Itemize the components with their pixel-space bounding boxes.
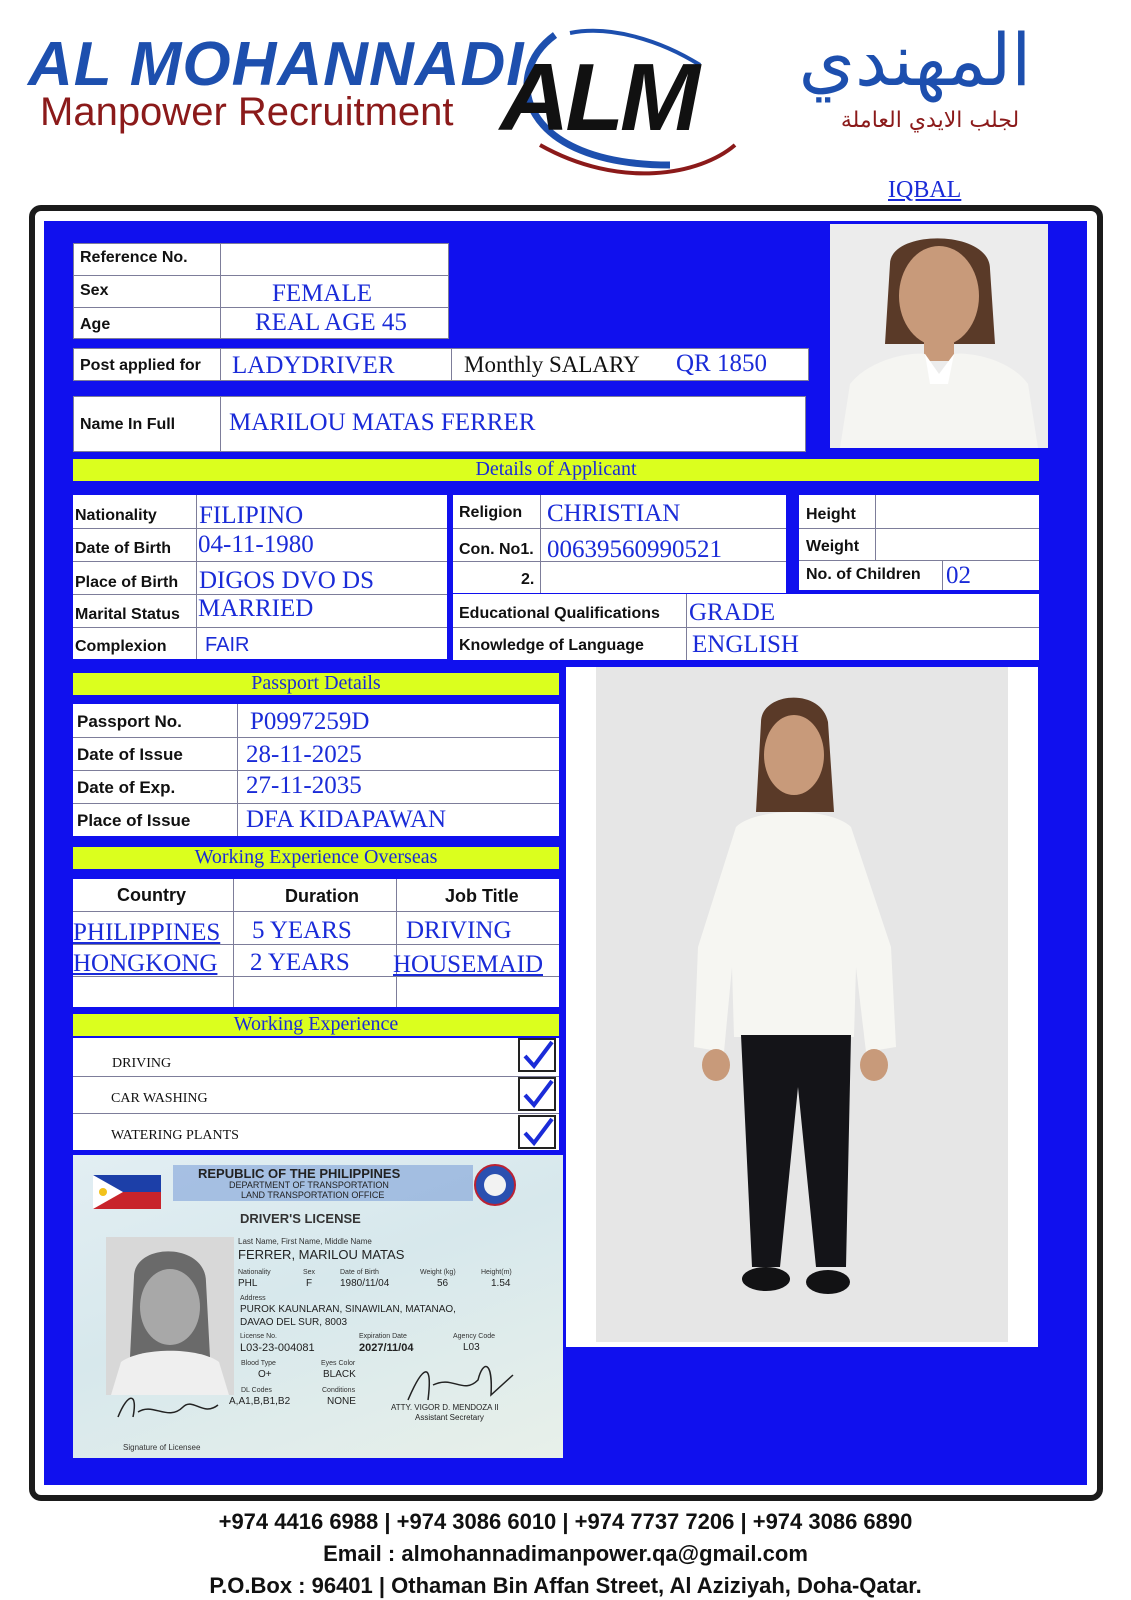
overseas-row1-country: PHILIPPINES — [73, 919, 221, 946]
license-dob: 1980/11/04 — [340, 1278, 390, 1289]
contact1-label: Con. No1. — [459, 541, 534, 558]
name-label: Name In Full — [80, 416, 176, 433]
license-addr-caption: Address — [240, 1295, 266, 1302]
overseas-col-country: Country — [117, 885, 186, 905]
overseas-row1-duration: 5 YEARS — [252, 917, 352, 944]
nationality-value: FILIPINO — [199, 502, 304, 529]
passport-place-label: Place of Issue — [77, 811, 191, 830]
passport-no-label: Passport No. — [77, 712, 182, 731]
philippine-flag-icon — [93, 1175, 161, 1209]
license-photo — [106, 1237, 234, 1395]
lto-seal-icon — [473, 1163, 517, 1207]
license-exp: 2027/11/04 — [359, 1342, 414, 1354]
license-republic: REPUBLIC OF THE PHILIPPINES — [198, 1166, 401, 1181]
brand-subtitle: Manpower Recruitment — [40, 90, 454, 134]
license-wt: 56 — [437, 1278, 449, 1289]
dob-value: 04-11-1980 — [198, 531, 314, 558]
license-nat-caption: Nationality — [238, 1269, 271, 1276]
footer-address: P.O.Box : 96401 | Othaman Bin Affan Street, Al Aziziyah, Doha-Qatar. — [209, 1573, 922, 1598]
footer-email: Email : almohannadimanpower.qa@gmail.com — [323, 1541, 808, 1566]
check-icon — [518, 1038, 556, 1072]
license-name: FERRER, MARILOU MATAS — [238, 1247, 405, 1262]
age-value: REAL AGE 45 — [255, 309, 407, 336]
alm-logo-text: ALM — [500, 44, 696, 151]
brand-name: AL MOHANNADI — [28, 30, 525, 99]
footer-phones: +974 4416 6988 | +974 3086 6010 | +974 7737 7206 | +974 3086 6890 — [218, 1509, 913, 1534]
passport-exp-value: 27-11-2035 — [246, 772, 362, 799]
license-dob-caption: Date of Birth — [340, 1269, 379, 1276]
license-office: LAND TRANSPORTATION OFFICE — [241, 1190, 385, 1200]
license-title: DRIVER'S LICENSE — [240, 1211, 361, 1226]
license-blood-caption: Blood Type — [241, 1360, 276, 1367]
arabic-subtitle: لجلب الايدي العاملة — [840, 108, 1020, 133]
license-blood: O+ — [258, 1369, 272, 1380]
passport-issue-label: Date of Issue — [77, 745, 183, 764]
license-addr-2: DAVAO DEL SUR, 8003 — [240, 1317, 348, 1328]
religion-label: Religion — [459, 504, 523, 521]
applicant-portrait — [830, 224, 1048, 448]
license-exp-caption: Expiration Date — [359, 1333, 407, 1340]
dob-label: Date of Birth — [75, 540, 171, 557]
license-ht: 1.54 — [491, 1278, 511, 1289]
license-wt-caption: Weight (kg) — [420, 1269, 456, 1276]
details-header: Details of Applicant — [73, 459, 1039, 481]
license-name-caption: Last Name, First Name, Middle Name — [238, 1237, 372, 1246]
applicant-full-photo — [566, 667, 1038, 1347]
complexion-label: Complexion — [75, 638, 167, 655]
license-cond: NONE — [327, 1396, 356, 1407]
pob-value: DIGOS DVO DS — [199, 567, 375, 594]
experience-header: Working Experience — [73, 1014, 559, 1036]
license-agency-caption: Agency Code — [453, 1333, 496, 1340]
weight-label: Weight — [806, 538, 860, 555]
religion-value: CHRISTIAN — [547, 500, 681, 527]
education-value: GRADE — [689, 599, 776, 626]
signer-signature-icon — [403, 1355, 533, 1410]
name-value: MARILOU MATAS FERRER — [229, 409, 536, 436]
overseas-row2-duration: 2 YEARS — [250, 949, 350, 976]
pob-label: Place of Birth — [75, 574, 179, 591]
license-eyes-caption: Eyes Color — [321, 1360, 356, 1367]
marital-label: Marital Status — [75, 606, 180, 623]
sex-value: FEMALE — [272, 280, 372, 307]
license-addr-1: PUROK KAUNLARAN, SINAWILAN, MATANAO, — [240, 1304, 456, 1315]
children-label: No. of Children — [806, 566, 921, 583]
overseas-row1-jobtitle: DRIVING — [406, 917, 512, 944]
age-label: Age — [80, 316, 111, 333]
overseas-row2-jobtitle: HOUSEMAID — [393, 951, 543, 978]
check-icon — [518, 1077, 556, 1111]
height-label: Height — [806, 506, 856, 523]
sex-row — [73, 275, 449, 308]
salary-value: QR 1850 — [676, 350, 767, 377]
contact1-value: 00639560990521 — [547, 536, 722, 563]
overseas-col-duration: Duration — [285, 886, 359, 906]
license-signature-caption: Signature of Licensee — [123, 1443, 201, 1452]
overseas-row2-country: HONGKONG — [73, 950, 218, 977]
complexion-value: FAIR — [205, 634, 250, 656]
license-agency: L03 — [463, 1342, 480, 1353]
passport-no-value: P0997259D — [250, 708, 370, 735]
reference-label: Reference No. — [80, 249, 188, 266]
post-value: LADYDRIVER — [232, 352, 395, 379]
passport-place-value: DFA KIDAPAWAN — [246, 806, 447, 833]
passport-issue-value: 28-11-2025 — [246, 741, 362, 768]
contact2-label: 2. — [521, 571, 535, 588]
children-value: 02 — [946, 562, 971, 589]
education-label: Educational Qualifications — [459, 605, 660, 622]
post-label: Post applied for — [80, 357, 201, 374]
experience-item-car-washing: CAR WASHING — [111, 1091, 208, 1106]
license-no-caption: License No. — [240, 1333, 277, 1340]
nationality-label: Nationality — [75, 507, 157, 524]
experience-item-watering-plants: WATERING PLANTS — [111, 1128, 239, 1143]
agent-name: IQBAL — [888, 177, 962, 203]
license-signer-title: Assistant Secretary — [415, 1413, 484, 1422]
overseas-header: Working Experience Overseas — [73, 847, 559, 869]
drivers-license-card — [73, 1155, 563, 1458]
license-dept: DEPARTMENT OF TRANSPORTATION — [229, 1180, 389, 1190]
sex-label: Sex — [80, 282, 109, 299]
license-sex-caption: Sex — [303, 1269, 316, 1276]
check-icon — [518, 1115, 556, 1149]
overseas-col-jobtitle: Job Title — [445, 886, 519, 906]
license-ht-caption: Height(m) — [481, 1269, 512, 1276]
license-dl: A,A1,B,B1,B2 — [229, 1396, 291, 1407]
arabic-title: المهندي — [798, 18, 1032, 102]
marital-value: MARRIED — [198, 595, 314, 622]
brand-logo — [0, 0, 1131, 203]
license-no: L03-23-004081 — [240, 1342, 315, 1354]
passport-exp-label: Date of Exp. — [77, 778, 176, 797]
license-cond-caption: Conditions — [322, 1387, 356, 1394]
license-sex: F — [306, 1278, 313, 1289]
language-label: Knowledge of Language — [459, 637, 644, 654]
experience-item-driving: DRIVING — [112, 1056, 172, 1071]
passport-header: Passport Details — [73, 673, 559, 695]
license-eyes: BLACK — [323, 1369, 356, 1380]
license-signer: ATTY. VIGOR D. MENDOZA II — [391, 1403, 499, 1412]
license-nat: PHL — [238, 1278, 258, 1289]
language-value: ENGLISH — [692, 631, 799, 658]
license-dl-caption: DL Codes — [241, 1387, 272, 1394]
salary-label: Monthly SALARY — [464, 352, 640, 377]
licensee-signature-icon — [113, 1387, 223, 1427]
